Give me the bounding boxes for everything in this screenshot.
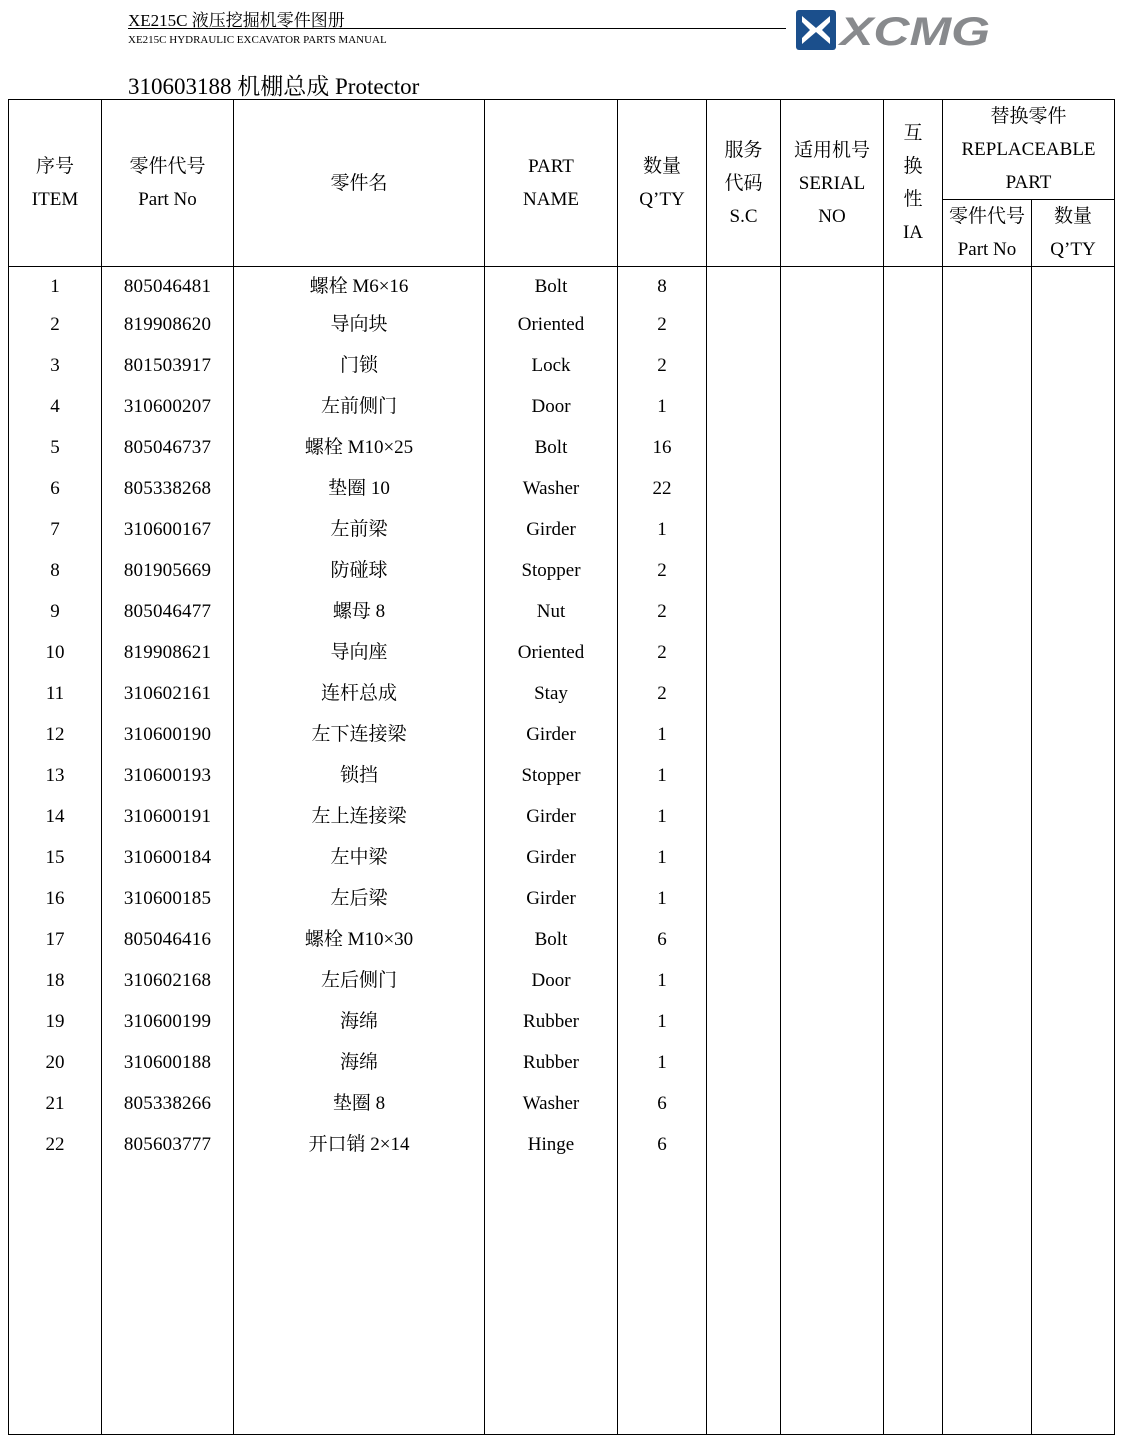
part-name-en-cell: Lock: [485, 345, 618, 386]
replacement-qty-cell: [1032, 960, 1115, 1001]
serial-no-cell: [781, 919, 884, 960]
replacement-part-no-cell: [943, 468, 1032, 509]
item-cell: 10: [9, 632, 102, 673]
empty-cell: [102, 1165, 234, 1435]
part-name-en-cell: Girder: [485, 796, 618, 837]
part-no-cell: 801905669: [102, 550, 234, 591]
part-name-en-cell: Washer: [485, 468, 618, 509]
qty-cell: 1: [618, 1001, 707, 1042]
part-name-cn-cell: 防碰球: [234, 550, 485, 591]
service-code-cell: [707, 1124, 781, 1165]
service-code-cell: [707, 1083, 781, 1124]
part-name-cn-cell: 海绵: [234, 1042, 485, 1083]
empty-cell: [707, 1165, 781, 1435]
service-code-cell: [707, 714, 781, 755]
table-row: [9, 714, 1115, 755]
table-row: [9, 1001, 1115, 1042]
col-repl-qty-label-en: Q’TY: [1050, 239, 1096, 260]
qty-cell: 2: [618, 550, 707, 591]
parts-table: [8, 99, 1115, 1435]
replacement-qty-cell: [1032, 878, 1115, 919]
part-name-cn-cell: 左下连接梁: [234, 714, 485, 755]
service-code-cell: [707, 386, 781, 427]
part-name-cn-cell: 左上连接梁: [234, 796, 485, 837]
item-cell: 21: [9, 1083, 102, 1124]
part-no-cell: 805338268: [102, 468, 234, 509]
logo-wordmark: XCMG: [837, 10, 990, 50]
interchangeability-cell: [884, 919, 943, 960]
col-repl-partno-header: [943, 200, 1032, 267]
serial-no-cell: [781, 550, 884, 591]
item-cell: 1: [9, 267, 102, 305]
part-no-cell: 310600188: [102, 1042, 234, 1083]
serial-no-cell: [781, 1001, 884, 1042]
replacement-qty-cell: [1032, 509, 1115, 550]
replacement-qty-cell: [1032, 796, 1115, 837]
item-cell: 22: [9, 1124, 102, 1165]
part-no-cell: 310600190: [102, 714, 234, 755]
interchangeability-cell: [884, 714, 943, 755]
interchangeability-cell: [884, 960, 943, 1001]
col-ia-label-en: IA: [902, 222, 924, 243]
part-name-en-cell: Girder: [485, 714, 618, 755]
col-item-header: [9, 100, 102, 267]
qty-cell: 1: [618, 878, 707, 919]
col-serial-label-2: NO: [818, 205, 846, 227]
col-qty-label-cn: 数量: [642, 156, 681, 177]
service-code-cell: [707, 796, 781, 837]
part-name-en-cell: Washer: [485, 1083, 618, 1124]
part-name-cn-cell: 左后侧门: [234, 960, 485, 1001]
table-row: [9, 919, 1115, 960]
table-row: [9, 468, 1115, 509]
serial-no-cell: [781, 960, 884, 1001]
service-code-cell: [707, 632, 781, 673]
table-row: [9, 878, 1115, 919]
qty-cell: 1: [618, 714, 707, 755]
part-name-cn-cell: 门锁: [234, 345, 485, 386]
service-code-cell: [707, 673, 781, 714]
part-name-cn-cell: 海绵: [234, 1001, 485, 1042]
interchangeability-cell: [884, 1083, 943, 1124]
qty-cell: 8: [618, 267, 707, 305]
interchangeability-cell: [884, 427, 943, 468]
empty-cell: [234, 1165, 485, 1435]
part-name-cn-cell: 左后梁: [234, 878, 485, 919]
part-name-cn-cell: 导向块: [234, 304, 485, 345]
replacement-qty-cell: [1032, 345, 1115, 386]
part-no-cell: 310600199: [102, 1001, 234, 1042]
qty-cell: 1: [618, 796, 707, 837]
interchangeability-cell: [884, 1042, 943, 1083]
interchangeability-cell: [884, 673, 943, 714]
table-row: [9, 960, 1115, 1001]
part-name-en-cell: Bolt: [485, 919, 618, 960]
service-code-cell: [707, 1001, 781, 1042]
service-code-cell: [707, 878, 781, 919]
col-repl-partno-label-cn: 零件代号: [948, 206, 1025, 227]
serial-no-cell: [781, 345, 884, 386]
col-repl-qty-header: [1032, 200, 1115, 267]
replacement-qty-cell: [1032, 919, 1115, 960]
replacement-part-no-cell: [943, 632, 1032, 673]
part-no-cell: 805603777: [102, 1124, 234, 1165]
col-ia-label-2: 换: [903, 156, 923, 177]
qty-cell: 1: [618, 386, 707, 427]
interchangeability-cell: [884, 304, 943, 345]
col-sc-label-1: 服务: [724, 139, 763, 161]
table-row: [9, 509, 1115, 550]
serial-no-cell: [781, 755, 884, 796]
col-repl-qty-label-cn: 数量: [1053, 206, 1092, 227]
item-cell: 17: [9, 919, 102, 960]
part-name-cn-cell: 左前侧门: [234, 386, 485, 427]
replacement-part-no-cell: [943, 267, 1032, 305]
item-cell: 9: [9, 591, 102, 632]
col-replaceable-label-2: PART: [1005, 172, 1052, 193]
manual-title: XE215C 液压挖掘机零件图册: [128, 11, 345, 30]
col-partno-label-en: Part No: [138, 189, 197, 210]
replacement-part-no-cell: [943, 427, 1032, 468]
col-sc-label-2: 代码: [724, 172, 763, 194]
qty-cell: 2: [618, 673, 707, 714]
replacement-part-no-cell: [943, 304, 1032, 345]
part-no-cell: 819908620: [102, 304, 234, 345]
interchangeability-cell: [884, 837, 943, 878]
serial-no-cell: [781, 714, 884, 755]
part-name-en-cell: Oriented: [485, 304, 618, 345]
item-cell: 16: [9, 878, 102, 919]
part-name-cn-cell: 锁挡: [234, 755, 485, 796]
part-no-cell: 801503917: [102, 345, 234, 386]
table-row: [9, 755, 1115, 796]
header-rule: [128, 28, 786, 29]
col-sc-label-en: S.C: [729, 205, 758, 227]
replacement-qty-cell: [1032, 267, 1115, 305]
col-item-label-en: ITEM: [31, 189, 79, 210]
item-cell: 18: [9, 960, 102, 1001]
part-no-cell: 310600207: [102, 386, 234, 427]
serial-no-cell: [781, 1124, 884, 1165]
col-qty-label-en: Q’TY: [639, 189, 685, 210]
part-name-en-cell: Rubber: [485, 1001, 618, 1042]
replacement-qty-cell: [1032, 386, 1115, 427]
replacement-qty-cell: [1032, 1001, 1115, 1042]
replacement-qty-cell: [1032, 427, 1115, 468]
part-no-cell: 310602168: [102, 960, 234, 1001]
service-code-cell: [707, 960, 781, 1001]
empty-cell: [618, 1165, 707, 1435]
item-cell: 2: [9, 304, 102, 345]
col-part-name-header: [485, 100, 618, 267]
part-name-cn-cell: 连杆总成: [234, 673, 485, 714]
table-row: [9, 673, 1115, 714]
part-no-cell: 805046737: [102, 427, 234, 468]
table-row: [9, 427, 1115, 468]
service-code-cell: [707, 755, 781, 796]
part-name-cn-cell: 左前梁: [234, 509, 485, 550]
interchangeability-cell: [884, 632, 943, 673]
serial-no-cell: [781, 509, 884, 550]
replacement-part-no-cell: [943, 1001, 1032, 1042]
assembly-title: 310603188 机棚总成 Protector: [128, 74, 420, 99]
table-row: [9, 267, 1115, 305]
qty-cell: 6: [618, 1124, 707, 1165]
replacement-part-no-cell: [943, 386, 1032, 427]
qty-cell: 2: [618, 345, 707, 386]
item-cell: 6: [9, 468, 102, 509]
col-replaceable-label-1: REPLACEABLE: [961, 139, 1096, 160]
part-name-en-cell: Door: [485, 386, 618, 427]
serial-no-cell: [781, 837, 884, 878]
replacement-qty-cell: [1032, 755, 1115, 796]
part-name-en-cell: Rubber: [485, 1042, 618, 1083]
item-cell: 13: [9, 755, 102, 796]
interchangeability-cell: [884, 509, 943, 550]
item-cell: 12: [9, 714, 102, 755]
part-name-cn-cell: 螺栓 M10×30: [234, 919, 485, 960]
part-no-cell: 310600193: [102, 755, 234, 796]
serial-no-cell: [781, 1083, 884, 1124]
qty-cell: 1: [618, 509, 707, 550]
replacement-part-no-cell: [943, 919, 1032, 960]
part-name-cn-cell: 左中梁: [234, 837, 485, 878]
col-replaceable-header: [943, 100, 1115, 200]
col-serial-label-cn: 适用机号: [793, 139, 870, 161]
service-code-cell: [707, 837, 781, 878]
item-cell: 7: [9, 509, 102, 550]
part-no-cell: 819908621: [102, 632, 234, 673]
interchangeability-cell: [884, 550, 943, 591]
part-name-cn-cell: 螺栓 M6×16: [234, 267, 485, 305]
replacement-qty-cell: [1032, 1124, 1115, 1165]
interchangeability-cell: [884, 591, 943, 632]
table-filler-row: [9, 1165, 1115, 1435]
part-name-en-cell: Girder: [485, 509, 618, 550]
replacement-part-no-cell: [943, 837, 1032, 878]
service-code-cell: [707, 304, 781, 345]
qty-cell: 1: [618, 1042, 707, 1083]
qty-cell: 2: [618, 632, 707, 673]
item-cell: 19: [9, 1001, 102, 1042]
part-name-en-cell: Girder: [485, 878, 618, 919]
col-name-cn-header: [234, 100, 485, 267]
part-no-cell: 310600185: [102, 878, 234, 919]
part-name-en-cell: Bolt: [485, 427, 618, 468]
service-code-cell: [707, 591, 781, 632]
col-ia-header: [884, 100, 943, 267]
service-code-cell: [707, 1042, 781, 1083]
part-no-cell: 805046416: [102, 919, 234, 960]
qty-cell: 16: [618, 427, 707, 468]
replacement-part-no-cell: [943, 1083, 1032, 1124]
interchangeability-cell: [884, 1001, 943, 1042]
table-row: [9, 591, 1115, 632]
col-replaceable-label-cn: 替换零件: [990, 106, 1067, 127]
replacement-part-no-cell: [943, 1042, 1032, 1083]
table-header: [9, 100, 1115, 267]
serial-no-cell: [781, 632, 884, 673]
part-no-cell: 310600191: [102, 796, 234, 837]
replacement-part-no-cell: [943, 796, 1032, 837]
qty-cell: 1: [618, 960, 707, 1001]
service-code-cell: [707, 468, 781, 509]
serial-no-cell: [781, 796, 884, 837]
interchangeability-cell: [884, 345, 943, 386]
empty-cell: [781, 1165, 884, 1435]
manual-subtitle: XE215C HYDRAULIC EXCAVATOR PARTS MANUAL: [128, 34, 387, 46]
service-code-cell: [707, 267, 781, 305]
replacement-part-no-cell: [943, 509, 1032, 550]
part-no-cell: 805338266: [102, 1083, 234, 1124]
serial-no-cell: [781, 1042, 884, 1083]
interchangeability-cell: [884, 755, 943, 796]
replacement-part-no-cell: [943, 878, 1032, 919]
serial-no-cell: [781, 267, 884, 305]
part-no-cell: 805046481: [102, 267, 234, 305]
empty-cell: [1032, 1165, 1115, 1435]
serial-no-cell: [781, 427, 884, 468]
replacement-qty-cell: [1032, 632, 1115, 673]
part-name-en-cell: Hinge: [485, 1124, 618, 1165]
item-cell: 5: [9, 427, 102, 468]
service-code-cell: [707, 550, 781, 591]
replacement-part-no-cell: [943, 673, 1032, 714]
part-name-en-cell: Bolt: [485, 267, 618, 305]
replacement-part-no-cell: [943, 345, 1032, 386]
table-row: [9, 386, 1115, 427]
serial-no-cell: [781, 468, 884, 509]
part-name-en-cell: Stay: [485, 673, 618, 714]
service-code-cell: [707, 919, 781, 960]
replacement-qty-cell: [1032, 673, 1115, 714]
replacement-part-no-cell: [943, 755, 1032, 796]
qty-cell: 1: [618, 837, 707, 878]
table-row: [9, 1124, 1115, 1165]
replacement-qty-cell: [1032, 550, 1115, 591]
qty-cell: 6: [618, 919, 707, 960]
interchangeability-cell: [884, 878, 943, 919]
serial-no-cell: [781, 673, 884, 714]
part-name-en-cell: Girder: [485, 837, 618, 878]
serial-no-cell: [781, 386, 884, 427]
interchangeability-cell: [884, 468, 943, 509]
col-partno-label-cn: 零件代号: [129, 156, 206, 177]
interchangeability-cell: [884, 1124, 943, 1165]
serial-no-cell: [781, 878, 884, 919]
col-serial-header: [781, 100, 884, 267]
replacement-qty-cell: [1032, 1083, 1115, 1124]
col-partno-header: [102, 100, 234, 267]
part-name-en-cell: Stopper: [485, 755, 618, 796]
col-sc-header: [707, 100, 781, 267]
xcmg-logo: [796, 10, 992, 50]
part-name-cn-cell: 垫圈 10: [234, 468, 485, 509]
replacement-qty-cell: [1032, 1042, 1115, 1083]
replacement-qty-cell: [1032, 714, 1115, 755]
replacement-qty-cell: [1032, 837, 1115, 878]
replacement-part-no-cell: [943, 714, 1032, 755]
table-row: [9, 1042, 1115, 1083]
col-serial-label-1: SERIAL: [798, 172, 866, 194]
part-name-cn-cell: 垫圈 8: [234, 1083, 485, 1124]
qty-cell: 2: [618, 304, 707, 345]
col-ia-label-1: 互: [903, 123, 923, 144]
qty-cell: 2: [618, 591, 707, 632]
item-cell: 11: [9, 673, 102, 714]
item-cell: 20: [9, 1042, 102, 1083]
col-repl-partno-label-en: Part No: [957, 239, 1017, 260]
part-name-en-cell: Nut: [485, 591, 618, 632]
empty-cell: [9, 1165, 102, 1435]
col-part-name-label-1: PART: [528, 156, 574, 177]
item-cell: 15: [9, 837, 102, 878]
table-row: [9, 796, 1115, 837]
qty-cell: 6: [618, 1083, 707, 1124]
interchangeability-cell: [884, 796, 943, 837]
table-row: [9, 345, 1115, 386]
table-row: [9, 1083, 1115, 1124]
qty-cell: 1: [618, 755, 707, 796]
empty-cell: [943, 1165, 1032, 1435]
service-code-cell: [707, 509, 781, 550]
service-code-cell: [707, 345, 781, 386]
replacement-part-no-cell: [943, 550, 1032, 591]
empty-cell: [485, 1165, 618, 1435]
replacement-qty-cell: [1032, 468, 1115, 509]
replacement-part-no-cell: [943, 591, 1032, 632]
col-qty-header: [618, 100, 707, 267]
replacement-part-no-cell: [943, 1124, 1032, 1165]
item-cell: 14: [9, 796, 102, 837]
table-row: [9, 632, 1115, 673]
service-code-cell: [707, 427, 781, 468]
part-no-cell: 310602161: [102, 673, 234, 714]
part-name-cn-cell: 螺栓 M10×25: [234, 427, 485, 468]
item-cell: 8: [9, 550, 102, 591]
qty-cell: 22: [618, 468, 707, 509]
serial-no-cell: [781, 591, 884, 632]
interchangeability-cell: [884, 386, 943, 427]
part-no-cell: 310600184: [102, 837, 234, 878]
table-row: [9, 550, 1115, 591]
col-ia-label-3: 性: [903, 189, 923, 210]
col-part-name-label-2: NAME: [523, 189, 579, 210]
replacement-part-no-cell: [943, 960, 1032, 1001]
part-name-en-cell: Stopper: [485, 550, 618, 591]
item-cell: 4: [9, 386, 102, 427]
replacement-qty-cell: [1032, 591, 1115, 632]
part-name-en-cell: Door: [485, 960, 618, 1001]
table-row: [9, 304, 1115, 345]
part-no-cell: 310600167: [102, 509, 234, 550]
col-item-label-cn: 序号: [35, 156, 74, 177]
table-row: [9, 837, 1115, 878]
part-name-cn-cell: 螺母 8: [234, 591, 485, 632]
part-name-en-cell: Oriented: [485, 632, 618, 673]
empty-cell: [884, 1165, 943, 1435]
part-name-cn-cell: 导向座: [234, 632, 485, 673]
serial-no-cell: [781, 304, 884, 345]
interchangeability-cell: [884, 267, 943, 305]
item-cell: 3: [9, 345, 102, 386]
col-name-cn-label: 零件名: [330, 172, 388, 194]
part-no-cell: 805046477: [102, 591, 234, 632]
table-body: [9, 267, 1115, 1435]
part-name-cn-cell: 开口销 2×14: [234, 1124, 485, 1165]
replacement-qty-cell: [1032, 304, 1115, 345]
